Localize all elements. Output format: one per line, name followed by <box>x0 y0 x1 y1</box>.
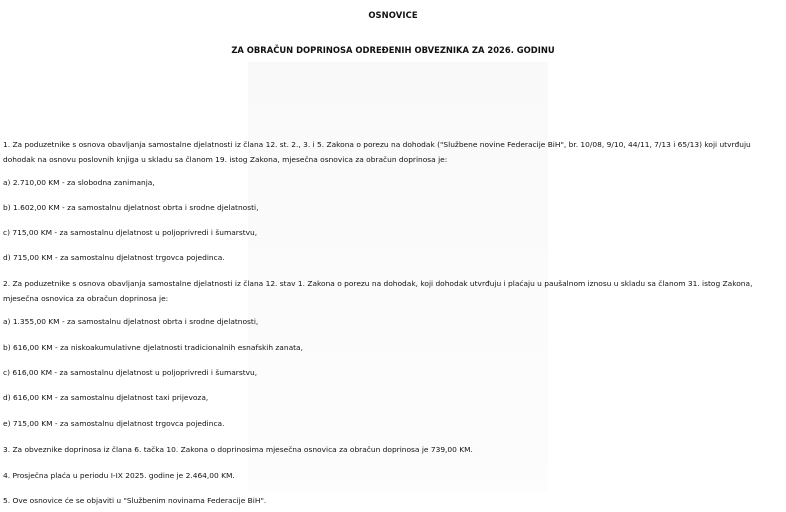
section-2-item-c: c) 616,00 KM - za samostalnu djelatnost u poljoprivredi i šumarstvu, <box>3 368 258 377</box>
section-1-item-a: a) 2.710,00 KM - za slobodna zanimanja, <box>3 178 155 187</box>
section-2-item-e: e) 715,00 KM - za samostalnu djelatnost trgovca pojedinca. <box>3 419 225 428</box>
document-subtitle: ZA OBRAČUN DOPRINOSA ODREĐENIH OBVEZNIKA ZA 2026. GODINU <box>231 45 555 55</box>
section-4-text: 4. Prosječna plaća u periodu I-IX 2025. godine je 2.464,00 KM. <box>3 471 235 480</box>
section-3-text: 3. Za obveznike doprinosa iz člana 6. tačka 10. Zakona o doprinosima mjesečna osnovica za obračun doprinosa je 739,00 KM. <box>3 445 473 454</box>
section-2-item-b: b) 616,00 KM - za niskoakumulativne djelatnosti tradicionalnih esnafskih zanata, <box>3 343 303 352</box>
section-2-item-a: a) 1.355,00 KM - za samostalnu djelatnost obrta i srodne djelatnosti, <box>3 317 259 326</box>
section-1-item-d: d) 715,00 KM - za samostalnu djelatnost trgovca pojedinca. <box>3 253 225 262</box>
section-1-intro: 1. Za poduzetnike s osnova obavljanja samostalne djelatnosti iz člana 12. st. 2., 3. i 5. Zakona o porezu na dohodak ("Službene novine Federacije BiH", br. 10/08, 9/10, 44/11, 7/13 i 65/13) koji utvrđuju dohodak na osnovu poslovnih knjiga u skladu sa članom 19. istog Zakona, mjesečna osnovica za obračun doprinosa je: <box>3 140 751 164</box>
section-2-item-d: d) 616,00 KM - za samostalnu djelatnost taxi prijevoza, <box>3 393 209 402</box>
section-1-item-b: b) 1.602,00 KM - za samostalnu djelatnost obrta i srodne djelatnosti, <box>3 203 259 212</box>
document-title: OSNOVICE <box>368 10 418 20</box>
section-1-item-c: c) 715,00 KM - za samostalnu djelatnost u poljoprivredi i šumarstvu, <box>3 228 258 237</box>
section-2-intro: 2. Za poduzetnike s osnova obavljanja samostalne djelatnosti iz člana 12. stav 1. Zakona o porezu na dohodak, koji dohodak utvrđuju i plaćaju u paušalnom iznosu u skladu sa članom 31. istog Zakona, mjesečna osnovica za obračun doprinosa je: <box>3 279 753 303</box>
section-5-text: 5. Ove osnovice će se objaviti u "Službenim novinama Federacije BiH". <box>3 496 267 505</box>
